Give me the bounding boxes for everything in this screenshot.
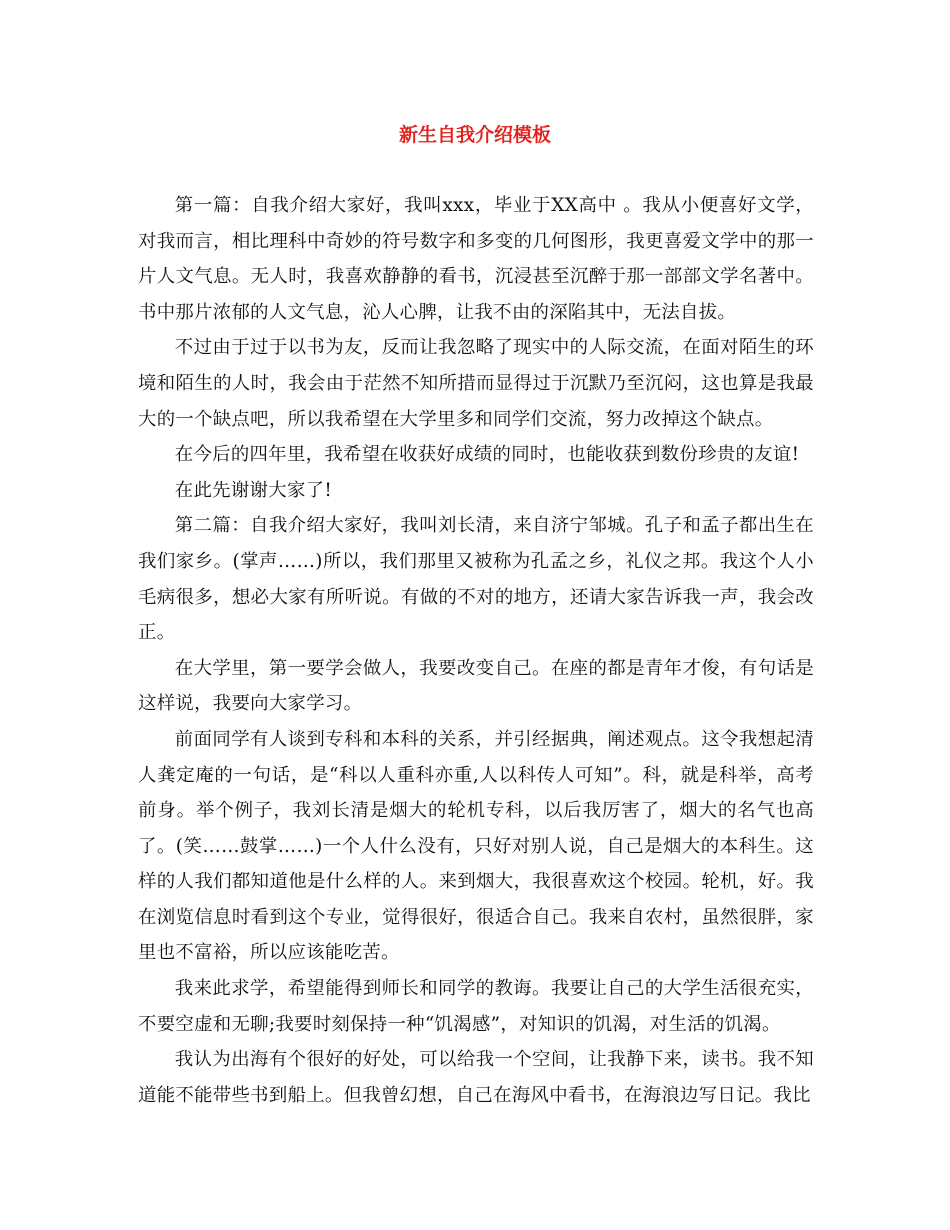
paragraph-7: 前面同学有人谈到专科和本科的关系，并引经据典，阐述观点。这令我想起清人龚定庵的一句话，是“科以人重科亦重,人以科传人可知”。科，就是科举，高考前身。举个例子，我刘长清是烟大的轮机专科，以后我厉害了，烟大的名气也高了。(笑……鼓掌……)一个人什么没有，只好对别人说，自己是烟大的本科生。这样的人我们都知道他是什么样的人。来到烟大，我很喜欢这个校园。轮机，好。我在浏览信息时看到这个专业，觉得很好，很适合自己。我来自农村，虽然很胖，家里也不富裕，所以应该能吃苦。 bbox=[138, 728, 814, 964]
paragraph-1: 第一篇：自我介绍大家好，我叫xxx，毕业于XX高中 。我从小便喜好文学，对我而言，相比理科中奇妙的符号数字和多变的几何图形，我更喜爱文学中的那一片人文气息。无人时，我喜欢静静的看书，沉浸甚至沉醉于那一部部文学名著中。书中那片浓郁的人文气息，沁人心脾，让我不由的深陷其中，无法自拔。 bbox=[138, 195, 814, 323]
document-title: 新生自我介绍模板 bbox=[398, 124, 551, 146]
document-body bbox=[138, 188, 814, 1113]
paragraph-4: 在此先谢谢大家了! bbox=[174, 479, 333, 501]
paragraph-5: 第二篇：自我介绍大家好，我叫刘长清，来自济宁邹城。孔子和孟子都出生在我们家乡。(掌声……)所以，我们那里又被称为孔孟之乡，礼仪之邦。我这个人小毛病很多，想必大家有所听说。有做的不对的地方，还请大家告诉我一声，我会改正。 bbox=[138, 515, 814, 644]
paragraph-3: 在今后的四年里，我希望在收获好成绩的同时，也能收获到数份珍贵的友谊! bbox=[174, 444, 800, 466]
paragraph-2: 不过由于过于以书为友，反而让我忽略了现实中的人际交流，在面对陌生的环境和陌生的人时，我会由于茫然不知所措而显得过于沉默乃至沉闷，这也算是我最大的一个缺点吧，所以我希望在大学里多和同学们交流，努力改掉这个缺点。 bbox=[138, 337, 814, 430]
paragraph-6: 在大学里，第一要学会做人，我要改变自己。在座的都是青年才俊，有句话是这样说，我要向大家学习。 bbox=[138, 657, 814, 715]
paragraph-8: 我来此求学，希望能得到师长和同学的教诲。我要让自己的大学生活很充实，不要空虚和无聊;我要时刻保持一种“饥渴感”，对知识的饥渴，对生活的饥渴。 bbox=[138, 978, 814, 1035]
paragraph-9: 我认为出海有个很好的好处，可以给我一个空间，让我静下来，读书。我不知道能不能带些书到船上。但我曾幻想，自己在海风中看书，在海浪边写日记。我比 bbox=[138, 1049, 814, 1106]
